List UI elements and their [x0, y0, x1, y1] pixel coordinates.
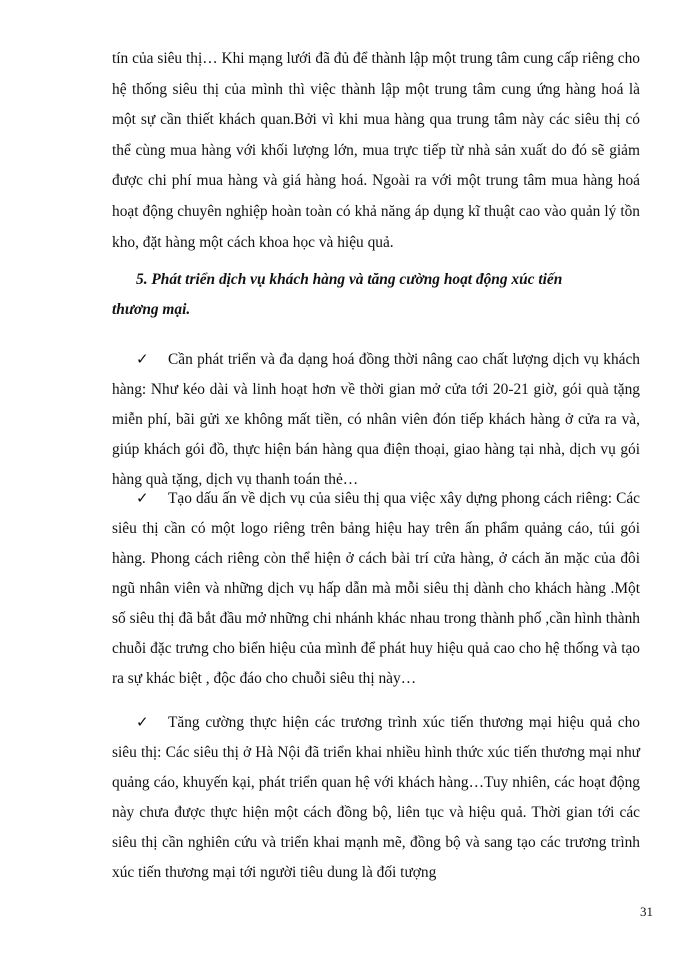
checklist-item: [112, 344, 640, 495]
section-number: 5.: [136, 271, 148, 288]
checklist-item: [112, 707, 640, 888]
checklist-item-text: Cần phát triển và đa dạng hoá đồng thời nâng cao chất lượng dịch vụ khách hàng: Như kéo dài và linh hoạt hơn về thời gian mở cửa tới 20-21 giờ, gói quà tặng miễn phí, bãi gửi xe không mất tiền, có nhân viên đón tiếp khách hàng ở cửa ra và, giúp khách gói đồ, thực hiện bán hàng qua điện thoại, giao hàng tại nhà, dịch vụ gói hàng quà tặng, dịch vụ thanh toán thẻ…: [112, 351, 640, 488]
check-icon: ✓: [136, 350, 149, 368]
page-number: 31: [640, 904, 653, 919]
checklist-item: [112, 483, 640, 694]
checklist-item-text: Tăng cường thực hiện các trương trình xúc tiến thương mại hiệu quả cho siêu thị: Các siêu thị ở Hà Nội đã triển khai nhiều hình thức xúc tiến thương mại như quảng cáo, khuyến kại, phát triển quan hệ với khách hàng…Tuy nhiên, các hoạt động này chưa được thực hiện một cách đồng bộ, liên tục và hiệu quả. Thời gian tới các siêu thị cần nghiên cứu và triển khai mạnh mẽ, đồng bộ và sang tạo các trương trình xúc tiến thương mại tới người tiêu dung là đối tượng: [112, 714, 640, 881]
checklist-item-text: Tạo dấu ấn về dịch vụ của siêu thị qua việc xây dựng phong cách riêng: Các siêu thị cần có một logo riêng trên bảng hiệu hay trên ấn phẩm quảng cáo, túi gói hàng. Phong cách riêng còn thể hiện ở cách bài trí cửa hàng, ở cách ăn mặc của đôi ngũ nhân viên và những dịch vụ hấp dẫn mà mỗi siêu thị dành cho khách hàng .Một số siêu thị đã bắt đầu mở những chi nhánh khác nhau trong thành phố ,cần hình thành chuỗi đặc trưng cho biển hiệu của mình để phát huy hiệu quả cao cho hệ thống và tạo ra sự khác biệt , độc đáo cho chuỗi siêu thị này…: [112, 490, 640, 687]
section-heading: [112, 265, 612, 325]
section-title: Phát triển dịch vụ khách hàng và tăng cường hoạt động xúc tiến thương mại.: [112, 271, 563, 318]
check-icon: ✓: [136, 489, 149, 507]
check-icon: ✓: [136, 713, 149, 731]
body-paragraph: tín của siêu thị… Khi mạng lưới đã đủ để thành lập một trung tâm cung cấp riêng cho hệ thống siêu thị của mình thì việc thành lập một trung tâm cung ứng hàng hoá là một sự cần thiết khách quan.Bởi vì khi mua hàng qua trung tâm này các siêu thị có thể cùng mua hàng với khối lượng lớn, mua trực tiếp từ nhà sản xuất do đó sẽ giảm được chi phí mua hàng và giá hàng hoá. Ngoài ra với một trung tâm mua hàng hoá hoạt động chuyên nghiệp hoàn toàn có khả năng áp dụng kĩ thuật cao vào quản lý tồn kho, đặt hàng một cách khoa học và hiệu quả.: [112, 50, 640, 251]
